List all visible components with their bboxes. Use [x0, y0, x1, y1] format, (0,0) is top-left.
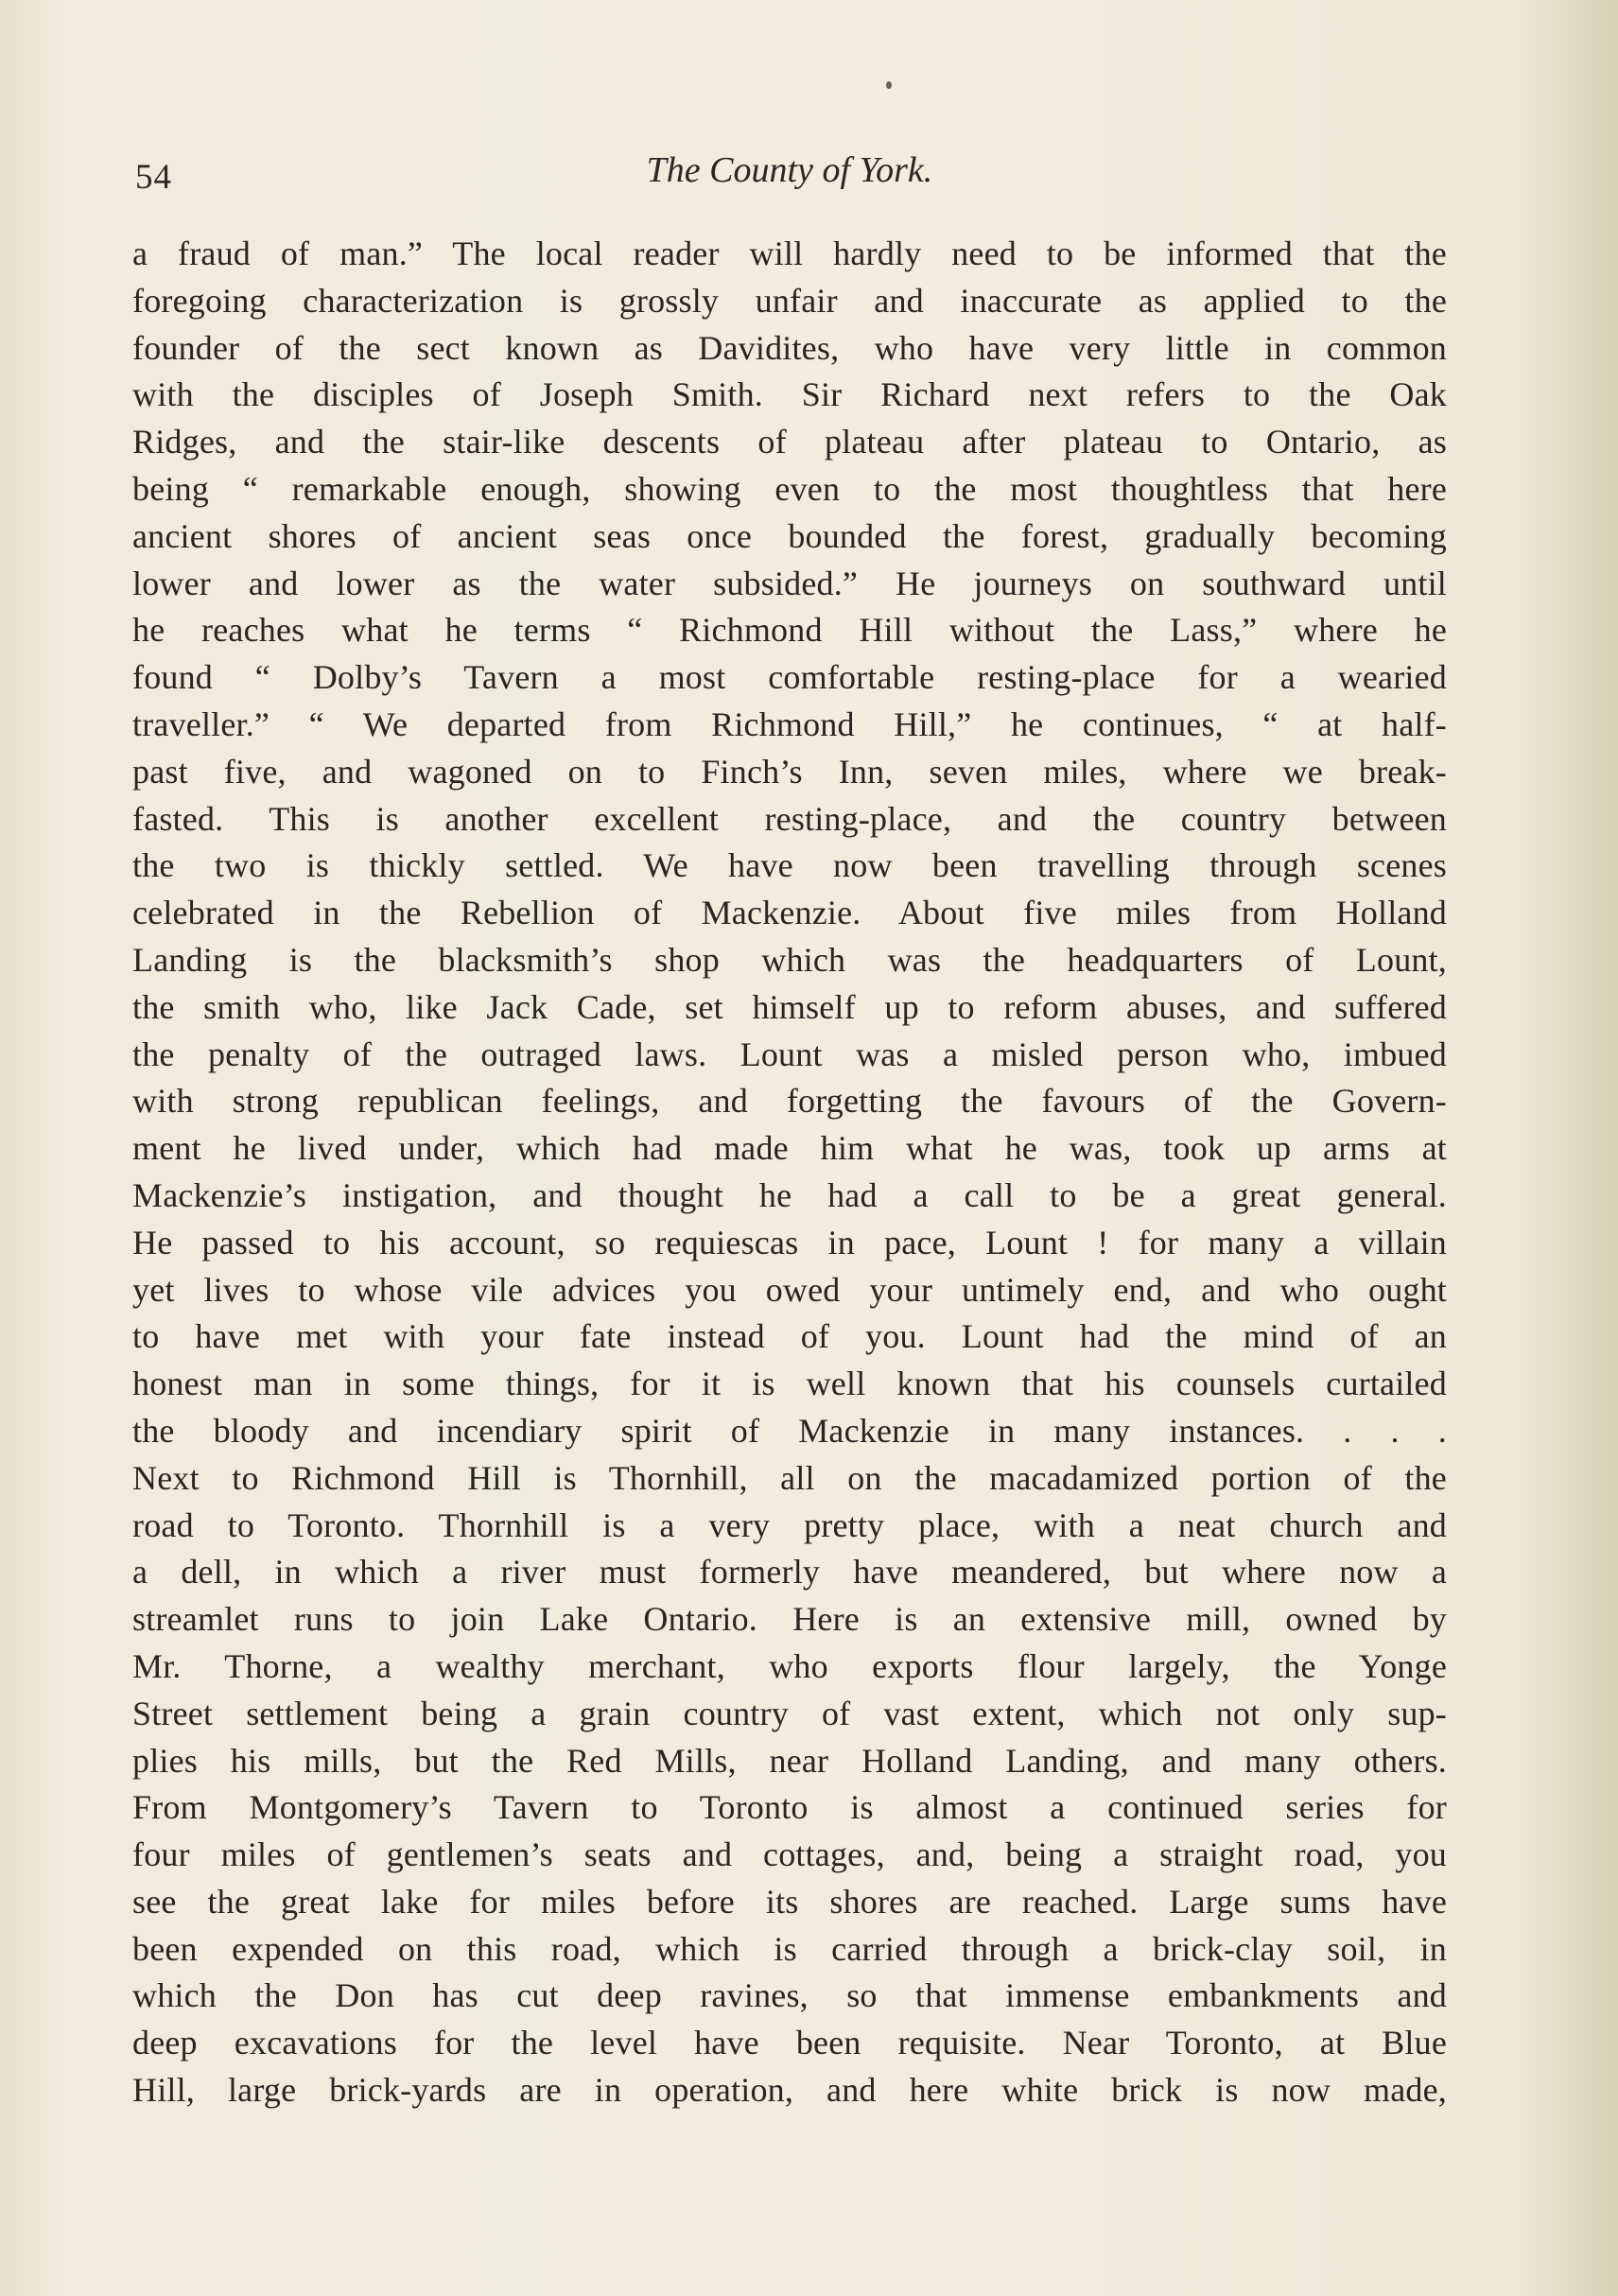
text-line: the two is thickly settled. We have now been travelling through scenes	[132, 846, 1447, 885]
text-line: a dell, in which a river must formerly have meandered, but where now a	[132, 1553, 1447, 1592]
text-line: past five, and wagoned on to Finch’s Inn, seven miles, where we break-	[132, 752, 1447, 791]
text-line: From Montgomery’s Tavern to Toronto is almost a continued series for	[132, 1788, 1447, 1827]
text-line: Landing is the blacksmith’s shop which was the headquarters of Lount,	[132, 940, 1447, 979]
text-line: plies his mills, but the Red Mills, near Holland Landing, and many others.	[132, 1741, 1447, 1780]
text-line: ment he lived under, which had made him what he was, took up arms at	[132, 1129, 1447, 1168]
text-line: traveller.” “ We departed from Richmond Hill,” he continues, “ at half-	[132, 704, 1447, 743]
running-title: The County of York.	[646, 150, 933, 190]
page-number: 54	[135, 158, 172, 197]
text-line: lower and lower as the water subsided.” He journeys on southward until	[132, 564, 1447, 602]
text-line: Next to Richmond Hill is Thornhill, all on the macadamized portion of the	[132, 1458, 1447, 1497]
text-line: Ridges, and the stair-like descents of plateau after plateau to Ontario, as	[132, 423, 1447, 461]
text-line: Mr. Thorne, a wealthy merchant, who exports flour largely, the Yonge	[132, 1646, 1447, 1685]
text-line: being “ remarkable enough, showing even to the most thoughtless that here	[132, 469, 1447, 508]
text-line: with strong republican feelings, and forgetting the favours of the Govern-	[132, 1082, 1447, 1121]
text-line: to have met with your fate instead of you. Lount had the mind of an	[132, 1317, 1447, 1356]
text-line: he reaches what he terms “ Richmond Hill without the Lass,” where he	[132, 611, 1447, 650]
text-line: found “ Dolby’s Tavern a most comfortable resting-place for a wearied	[132, 658, 1447, 697]
text-line: deep excavations for the level have been requisite. Near Toronto, at Blue	[132, 2024, 1447, 2062]
text-line: the penalty of the outraged laws. Lount was a misled person who, imbued	[132, 1035, 1447, 1073]
text-line: He passed to his account, so requiescas in pace, Lount ! for many a villain	[132, 1223, 1447, 1261]
text-line: been expended on this road, which is carried through a brick-clay soil, in	[132, 1929, 1447, 1968]
text-line: streamlet runs to join Lake Ontario. Here is an extensive mill, owned by	[132, 1600, 1447, 1639]
text-line: honest man in some things, for it is well known that his counsels curtailed	[132, 1365, 1447, 1403]
text-line: which the Don has cut deep ravines, so that immense embankments and	[132, 1976, 1447, 2015]
text-line: the bloody and incendiary spirit of Mackenzie in many instances. . . .	[132, 1411, 1447, 1450]
text-line: see the great lake for miles before its shores are reached. Large sums have	[132, 1882, 1447, 1921]
page-header	[132, 142, 1447, 199]
text-line: road to Toronto. Thornhill is a very pretty place, with a neat church and	[132, 1505, 1447, 1544]
body-text	[132, 231, 1447, 2114]
text-line: fasted. This is another excellent resting-place, and the country between	[132, 799, 1447, 838]
text-line: four miles of gentlemen’s seats and cottages, and, being a straight road, you	[132, 1835, 1447, 1874]
text-line: founder of the sect known as Davidites, who have very little in common	[132, 328, 1447, 367]
text-line: foregoing characterization is grossly unfair and inaccurate as applied to the	[132, 281, 1447, 320]
text-line: the smith who, like Jack Cade, set himself up to reform abuses, and suffered	[132, 987, 1447, 1026]
text-line: Mackenzie’s instigation, and thought he had a call to be a great general.	[132, 1175, 1447, 1214]
text-line: Street settlement being a grain country of vast extent, which not only sup-	[132, 1694, 1447, 1732]
text-line: Hill, large brick-yards are in operation, and here white brick is now made,	[132, 2071, 1447, 2110]
text-line: yet lives to whose vile advices you owed your untimely end, and who ought	[132, 1270, 1447, 1309]
text-line: with the disciples of Joseph Smith. Sir Richard next refers to the Oak	[132, 375, 1447, 414]
text-line: celebrated in the Rebellion of Mackenzie. About five miles from Holland	[132, 894, 1447, 932]
text-line: a fraud of man.” The local reader will hardly need to be informed that the	[132, 235, 1447, 272]
ink-speck	[886, 81, 892, 89]
text-line: ancient shores of ancient seas once bounded the forest, gradually becoming	[132, 516, 1447, 555]
